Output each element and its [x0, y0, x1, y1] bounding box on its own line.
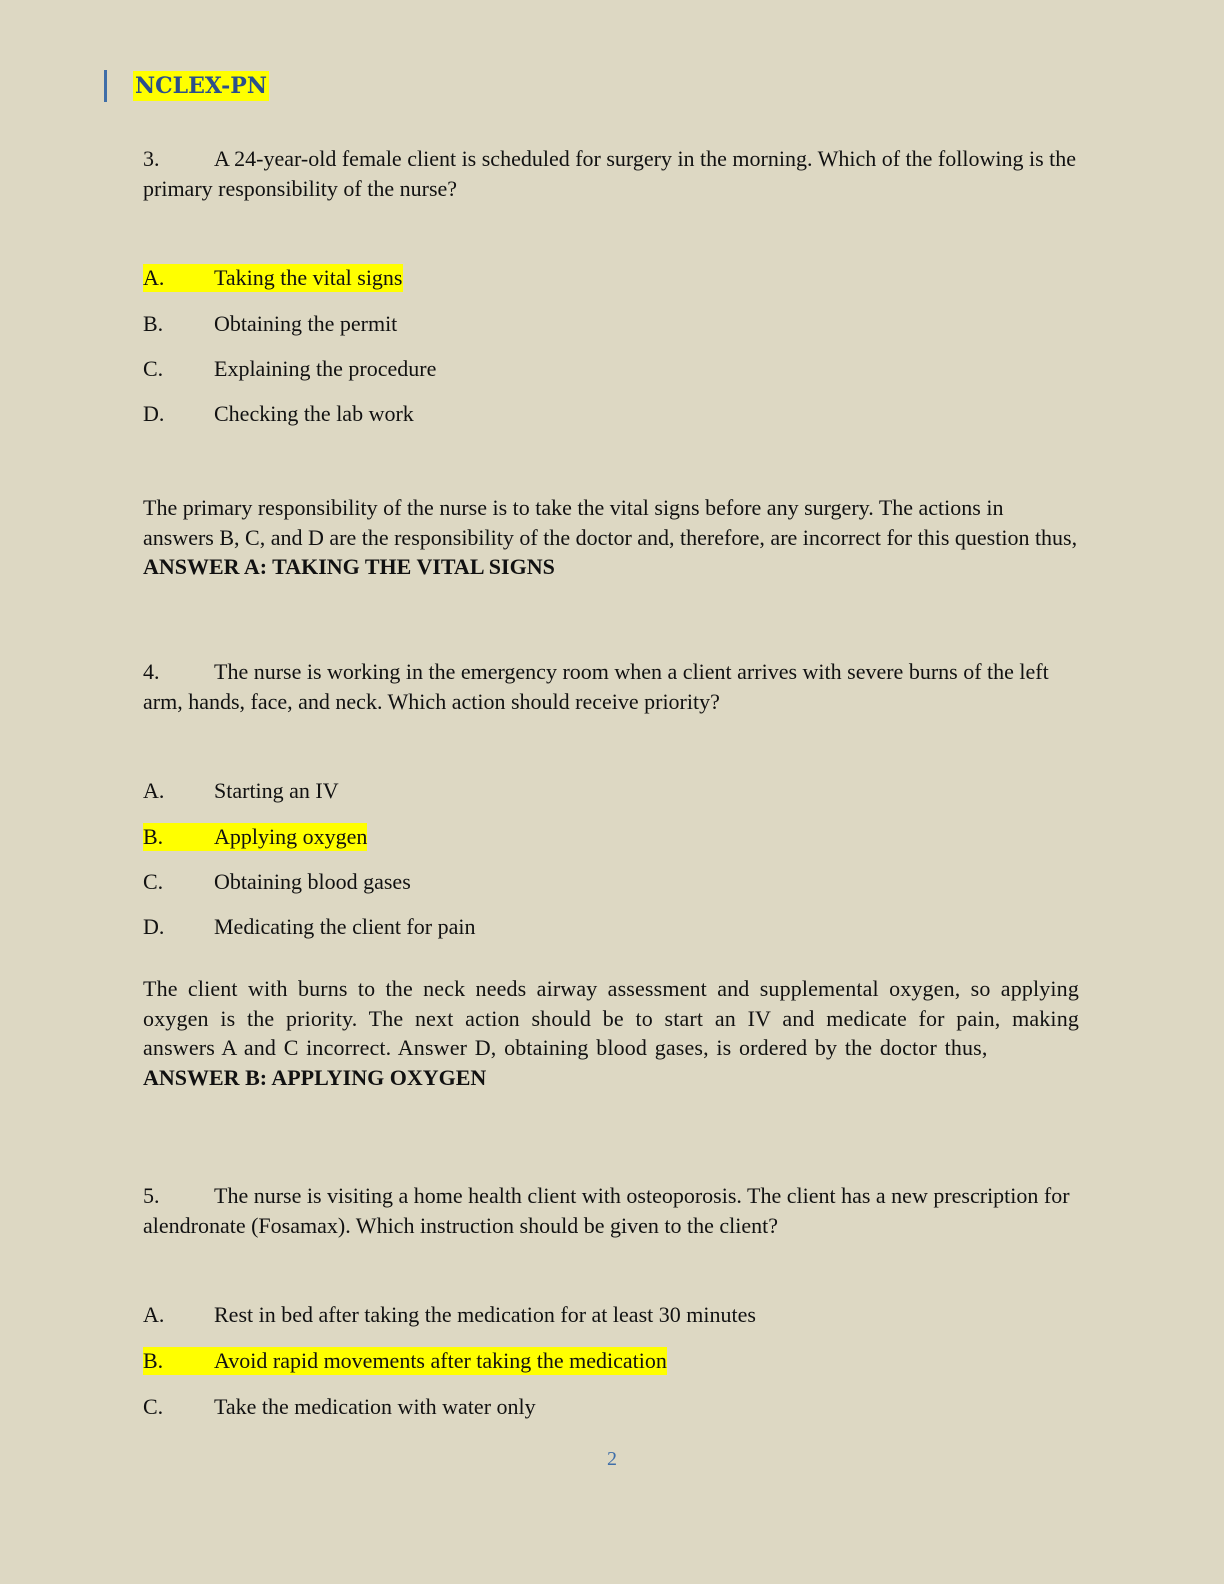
question-5-stem — [143, 1181, 1079, 1241]
answer-line: ANSWER B: APPLYING OXYGEN — [143, 1064, 487, 1090]
header-accent-bar — [104, 70, 107, 102]
question-3-explanation-block — [143, 493, 1079, 581]
question-4-option-d — [143, 913, 475, 941]
option-text: Take the medication with water only — [214, 1394, 536, 1419]
question-4-option-c — [143, 868, 411, 896]
option-letter: A. — [143, 265, 165, 290]
question-3-option-c — [143, 355, 436, 383]
question-5 — [143, 1181, 1079, 1241]
option-text: Avoid rapid movements after taking the medication — [214, 1348, 667, 1373]
question-3-stem — [143, 144, 1079, 204]
option-letter: B. — [143, 311, 164, 336]
question-3-option-d — [143, 400, 414, 428]
option-text: Medicating the client for pain — [214, 914, 476, 939]
question-3-option-a — [143, 264, 403, 292]
option-letter: A. — [143, 1302, 165, 1327]
question-4-stem — [143, 657, 1079, 717]
option-letter: C. — [143, 869, 164, 894]
option-text: Explaining the procedure — [214, 356, 437, 381]
question-text: The nurse is working in the emergency room when a client arrives with severe burns of the left arm, hands, face, and neck. Which action should receive priority? — [143, 659, 1049, 714]
question-4-explanation-block — [143, 974, 1079, 1092]
option-letter: A. — [143, 778, 165, 803]
option-letter: B. — [143, 1348, 164, 1373]
question-text: A 24-year-old female client is scheduled for surgery in the morning. Which of the following is the primary responsibility of the nurse? — [143, 146, 1077, 201]
option-letter: C. — [143, 1394, 164, 1419]
question-number: 4. — [143, 659, 160, 684]
question-4-option-b — [143, 823, 367, 851]
question-number: 5. — [143, 1183, 160, 1208]
question-5-option-b — [143, 1347, 667, 1375]
option-letter: D. — [143, 914, 165, 939]
answer-line: ANSWER A: TAKING THE VITAL SIGNS — [143, 554, 555, 579]
option-text: Rest in bed after taking the medication for at least 30 minutes — [214, 1302, 756, 1327]
question-3-option-b — [143, 310, 397, 338]
option-letter: C. — [143, 356, 164, 381]
question-5-option-c — [143, 1393, 536, 1421]
question-3 — [143, 144, 1079, 204]
option-text: Checking the lab work — [214, 401, 414, 426]
running-header — [104, 70, 269, 102]
question-4-option-a — [143, 777, 339, 805]
option-letter: B. — [143, 824, 164, 849]
option-letter: D. — [143, 401, 165, 426]
option-text: Obtaining blood gases — [214, 869, 411, 894]
option-text: Taking the vital signs — [214, 265, 403, 290]
question-4 — [143, 657, 1079, 717]
question-5-option-a — [143, 1301, 756, 1329]
option-text: Obtaining the permit — [214, 311, 398, 336]
option-text: Applying oxygen — [214, 824, 368, 849]
explanation-text: The primary responsibility of the nurse is to take the vital signs before any surgery. The actions in answers B, C, and D are the responsibility of the doctor and, therefore, are incorrect for this question thus, — [143, 495, 1078, 550]
header-title: NCLEX-PN — [135, 73, 267, 99]
option-text: Starting an IV — [214, 778, 339, 803]
question-number: 3. — [143, 146, 160, 171]
explanation-text: The client with burns to the neck needs airway assessment and supplemental oxygen, so applying oxygen is the priority. The next action should be to start an IV and medicate for pain, making answers A and C incorrect. Answer D, obtaining blood gases, is ordered by the doctor thus, — [143, 976, 1079, 1060]
question-text: The nurse is visiting a home health client with osteoporosis. The client has a new prescription for alendronate (Fosamax). Which instruction should be given to the client? — [143, 1183, 1070, 1238]
page-number: 2 — [607, 1448, 617, 1470]
